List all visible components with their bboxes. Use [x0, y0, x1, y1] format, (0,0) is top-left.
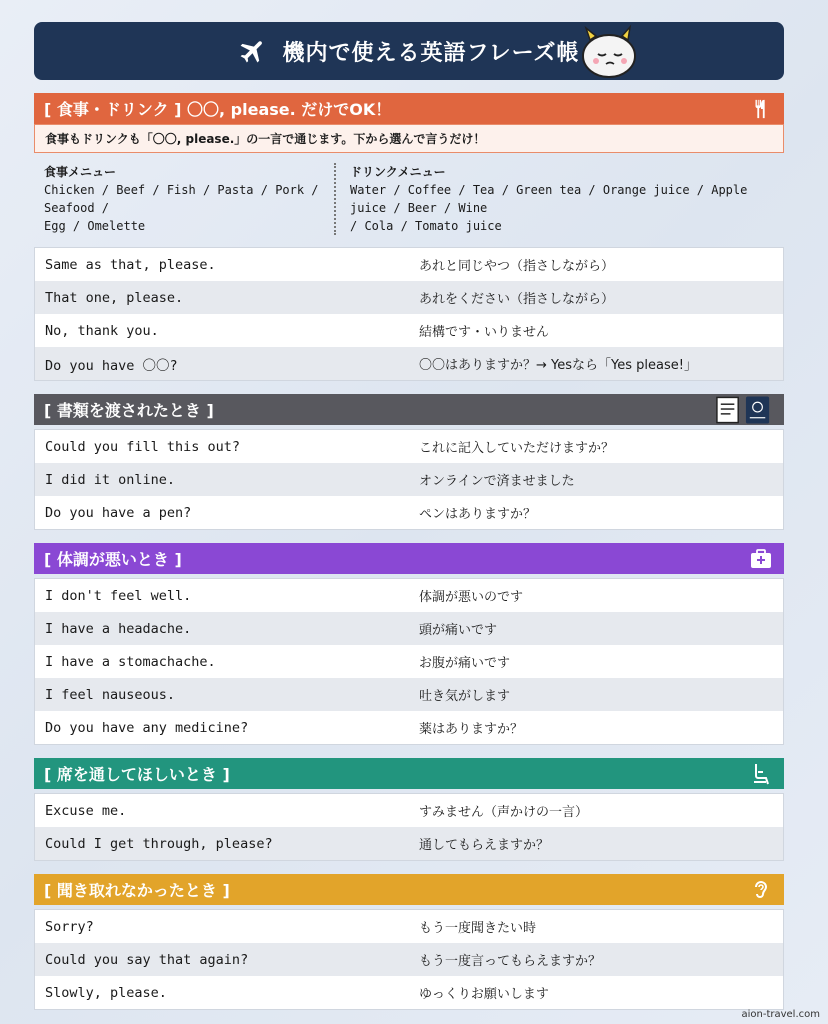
section-header-sick: [34, 543, 784, 574]
section-header-food: [34, 93, 784, 124]
table-row: [35, 827, 783, 860]
section-header-seat: [34, 758, 784, 789]
phrase-japanese: 薬はありますか？: [419, 722, 524, 737]
phrase-table-sick: [34, 578, 784, 745]
phrase-english: Do you have any medicine?: [45, 719, 249, 736]
section-hearing: [34, 874, 784, 1010]
phrase-japanese: もう一度言ってもらえますか？: [419, 954, 602, 969]
seat-icon: [748, 761, 774, 787]
ear-icon: [748, 877, 774, 903]
table-row: [35, 463, 783, 496]
section-header-documents: [34, 394, 784, 425]
phrase-table-food: [34, 247, 784, 381]
phrase-japanese: 結構です・いりません: [419, 325, 550, 340]
food-menu-title: 食事メニュー: [44, 165, 117, 179]
phrase-english: Do you have 〇〇?: [45, 357, 178, 374]
phrase-english: That one, please.: [45, 289, 184, 306]
phrase-japanese: ペンはありますか？: [419, 507, 537, 522]
food-menu-items: Egg / Omelette: [44, 219, 146, 233]
phrase-japanese: これに記入していただけますか？: [419, 441, 615, 456]
phrasebook: [34, 22, 784, 1010]
phrase-japanese: あれと同じやつ（指さしながら）: [419, 259, 615, 274]
drink-menu: [336, 163, 774, 235]
table-row: [35, 314, 783, 347]
table-row: [35, 430, 783, 463]
table-row: [35, 579, 783, 612]
title-bar: [34, 22, 784, 80]
phrase-japanese: すみません（声かけの一言）: [419, 805, 589, 820]
section-title-hearing: [ 聞き取れなかったとき ]: [44, 881, 230, 900]
section-seat: [34, 758, 784, 861]
phrase-japanese: ゆっくりお願いします: [419, 987, 549, 1002]
phrase-table-hearing: [34, 909, 784, 1010]
section-sick: [34, 543, 784, 745]
phrase-japanese: お腹が痛いです: [419, 656, 511, 671]
phrase-japanese: 〇〇はありますか？→ Yesなら「Yes please!」: [419, 358, 697, 373]
section-title-sick: [ 体調が悪いとき ]: [44, 550, 182, 569]
section-title-seat: [ 席を通してほしいとき ]: [44, 765, 230, 784]
phrase-english: I don't feel well.: [45, 587, 192, 604]
section-title-food: [ 食事・ドリンク ] 〇〇, please. だけでOK！: [44, 100, 392, 119]
section-documents: [34, 394, 784, 530]
phrase-japanese: 通してもらえますか？: [419, 838, 550, 853]
phrase-english: Do you have a pen?: [45, 504, 192, 521]
phrase-english: Slowly, please.: [45, 984, 167, 1001]
table-row: [35, 910, 783, 943]
table-row: [35, 678, 783, 711]
passport-document-icon: [714, 397, 774, 423]
phrase-english: Could you say that again?: [45, 951, 249, 968]
phrase-english: Sorry?: [45, 918, 94, 935]
table-row: [35, 496, 783, 529]
phrase-table-seat: [34, 793, 784, 861]
page-title: 機内で使える英語フレーズ帳: [282, 40, 580, 66]
table-row: [35, 612, 783, 645]
section-title-documents: [ 書類を渡されたとき ]: [44, 401, 214, 420]
phrase-english: Could I get through, please?: [45, 835, 273, 852]
drink-menu-items: / Cola / Tomato juice: [350, 219, 502, 233]
phrase-english: Excuse me.: [45, 802, 127, 819]
fork-knife-icon: [748, 96, 774, 122]
food-note: 食事もドリンクも「〇〇, please.」の一言で通じます。下から選んで言うだけ！: [34, 124, 784, 153]
drink-menu-title: ドリンクメニュー: [350, 165, 446, 179]
phrase-english: I did it online.: [45, 471, 176, 488]
table-row: [35, 347, 783, 380]
table-row: [35, 248, 783, 281]
phrase-japanese: あれをください（指さしながら）: [419, 292, 615, 307]
phrase-japanese: もう一度聞きたい時: [419, 921, 537, 936]
phrase-english: I have a stomachache.: [45, 653, 216, 670]
site-credit: aion-travel.com: [741, 1009, 820, 1020]
phrase-english: No, thank you.: [45, 322, 159, 339]
menu-lists: [34, 153, 784, 243]
table-row: [35, 943, 783, 976]
drink-menu-items: Water / Coffee / Tea / Green tea / Orange juice / Apple juice / Beer / Wine: [350, 183, 748, 215]
food-menu: [44, 163, 336, 235]
section-header-hearing: [34, 874, 784, 905]
phrase-english: Same as that, please.: [45, 256, 216, 273]
phrase-english: I have a headache.: [45, 620, 192, 637]
table-row: [35, 711, 783, 744]
table-row: [35, 794, 783, 827]
airplane-icon: [238, 36, 268, 66]
sleepy-mascot-icon: [576, 24, 642, 80]
phrase-table-documents: [34, 429, 784, 530]
phrase-english: Could you fill this out?: [45, 438, 241, 455]
phrase-japanese: 体調が悪いのです: [419, 590, 524, 605]
phrase-japanese: オンラインで済ませました: [419, 474, 575, 489]
phrase-japanese: 吐き気がします: [419, 689, 511, 704]
phrase-japanese: 頭が痛いです: [419, 623, 498, 638]
section-food: [34, 93, 784, 381]
first-aid-kit-icon: [748, 546, 774, 572]
table-row: [35, 976, 783, 1009]
table-row: [35, 281, 783, 314]
phrase-english: I feel nauseous.: [45, 686, 176, 703]
table-row: [35, 645, 783, 678]
food-menu-items: Chicken / Beef / Fish / Pasta / Pork / Seafood /: [44, 183, 319, 215]
